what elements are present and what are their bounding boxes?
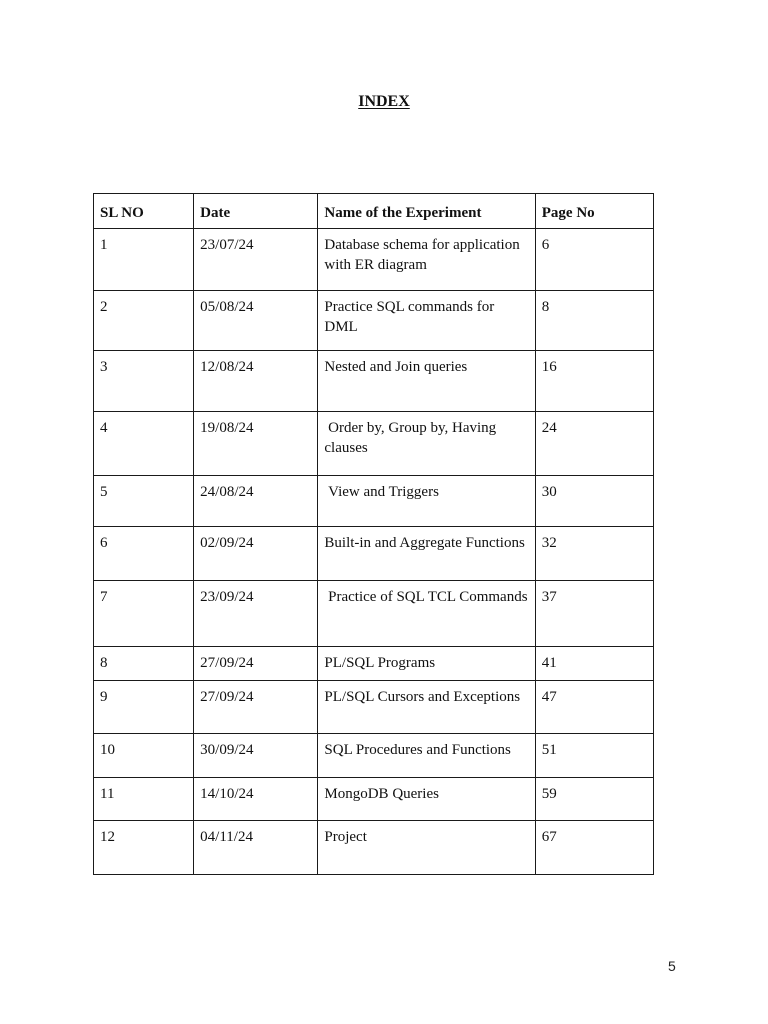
cell-date: 19/08/24 [194,412,318,476]
page-number: 5 [668,958,676,974]
cell-page-no: 51 [535,734,653,778]
cell-page-no: 6 [535,229,653,291]
cell-sl-no: 4 [94,412,194,476]
cell-sl-no: 3 [94,351,194,412]
cell-date: 27/09/24 [194,681,318,734]
table-row [94,527,654,581]
table-row [94,291,654,351]
header-experiment-name: Name of the Experiment [318,194,535,229]
cell-page-no: 37 [535,581,653,647]
table-row [94,412,654,476]
cell-date: 12/08/24 [194,351,318,412]
header-sl-no: SL NO [94,194,194,229]
cell-page-no: 30 [535,476,653,527]
cell-experiment-name: PL/SQL Programs [318,647,535,681]
cell-sl-no: 8 [94,647,194,681]
header-date: Date [194,194,318,229]
cell-page-no: 67 [535,821,653,875]
cell-page-no: 41 [535,647,653,681]
header-page-no: Page No [535,194,653,229]
cell-experiment-name: Practice of SQL TCL Commands [318,581,535,647]
table-header-row [94,194,654,229]
index-table [93,193,654,875]
cell-sl-no: 5 [94,476,194,527]
cell-sl-no: 2 [94,291,194,351]
cell-date: 23/09/24 [194,581,318,647]
cell-date: 23/07/24 [194,229,318,291]
cell-sl-no: 11 [94,778,194,821]
cell-date: 05/08/24 [194,291,318,351]
cell-page-no: 24 [535,412,653,476]
cell-page-no: 59 [535,778,653,821]
cell-experiment-name: Project [318,821,535,875]
page-title: INDEX [358,93,410,110]
table-row [94,778,654,821]
cell-date: 02/09/24 [194,527,318,581]
cell-sl-no: 6 [94,527,194,581]
cell-experiment-name: MongoDB Queries [318,778,535,821]
cell-date: 14/10/24 [194,778,318,821]
cell-experiment-name: Nested and Join queries [318,351,535,412]
cell-page-no: 16 [535,351,653,412]
table-row [94,821,654,875]
table-row [94,581,654,647]
cell-page-no: 47 [535,681,653,734]
cell-experiment-name: Database schema for application with ER diagram [318,229,535,291]
cell-sl-no: 12 [94,821,194,875]
cell-date: 24/08/24 [194,476,318,527]
cell-experiment-name: Order by, Group by, Having clauses [318,412,535,476]
cell-page-no: 32 [535,527,653,581]
cell-experiment-name: Practice SQL commands for DML [318,291,535,351]
cell-page-no: 8 [535,291,653,351]
table-row [94,476,654,527]
cell-date: 30/09/24 [194,734,318,778]
cell-sl-no: 9 [94,681,194,734]
cell-date: 27/09/24 [194,647,318,681]
cell-sl-no: 7 [94,581,194,647]
cell-experiment-name: Built-in and Aggregate Functions [318,527,535,581]
table-row [94,681,654,734]
table-row [94,351,654,412]
table-row [94,734,654,778]
cell-sl-no: 1 [94,229,194,291]
cell-date: 04/11/24 [194,821,318,875]
table-row [94,647,654,681]
cell-sl-no: 10 [94,734,194,778]
cell-experiment-name: PL/SQL Cursors and Exceptions [318,681,535,734]
cell-experiment-name: View and Triggers [318,476,535,527]
table-row [94,229,654,291]
cell-experiment-name: SQL Procedures and Functions [318,734,535,778]
